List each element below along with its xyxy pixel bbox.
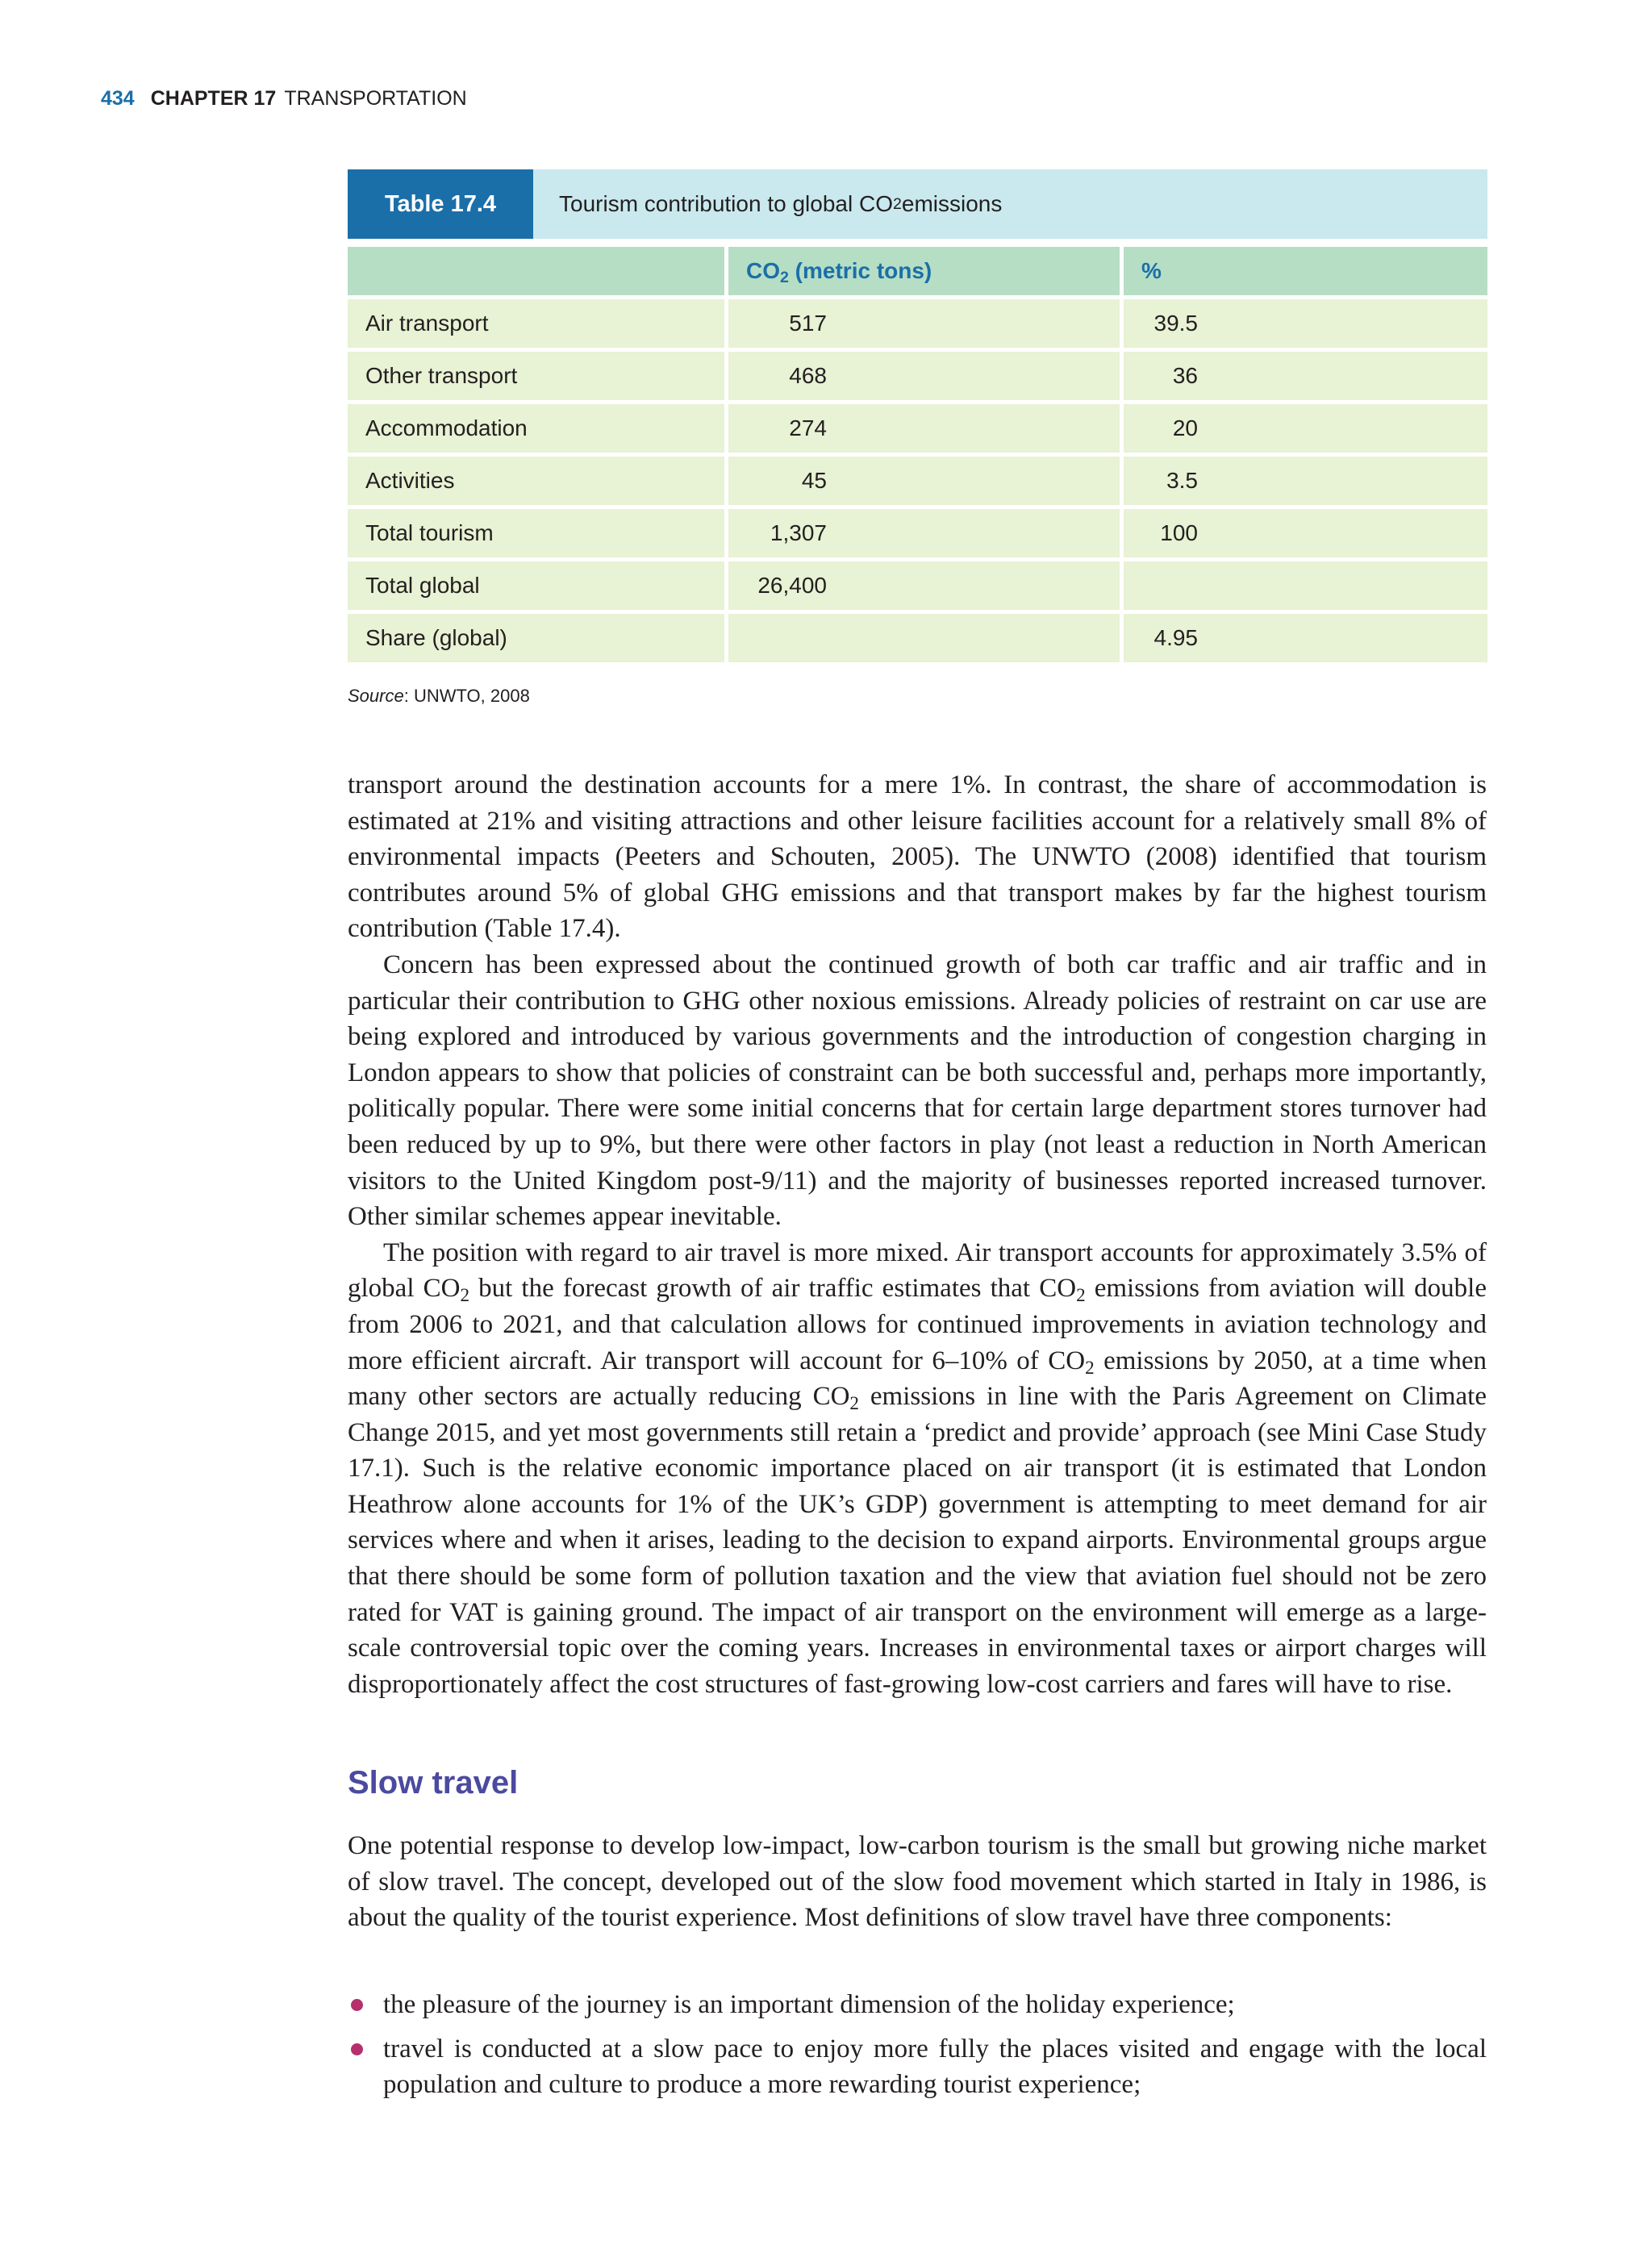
page-number: 434: [101, 87, 135, 110]
table-row: [348, 299, 1487, 348]
table-caption: [348, 169, 1487, 239]
row-pct: 36: [1124, 352, 1487, 400]
body-text-2: [348, 1828, 1487, 1936]
bullet-list: [348, 1987, 1487, 2111]
table-row: [348, 457, 1487, 505]
table-row: [348, 404, 1487, 453]
table-row: [348, 352, 1487, 400]
row-pct: [1124, 561, 1487, 610]
chapter-label: CHAPTER 17: [150, 87, 277, 110]
row-pct: 100: [1124, 509, 1487, 557]
table-header-row: [348, 247, 1487, 295]
row-label: Total tourism: [348, 509, 728, 557]
paragraph-2: Concern has been expressed about the continued growth of both car traffic and air traffic and in particular their contribution to GHG other noxious emissions. Already policies of restraint on car use are being explored and introduced by various governments and the introduction of congestion charging in London appears to show that policies of constraint can be both successful and, perhaps more importantly, politically popular. There were some initial concerns that for certain large department stores turnover had been reduced by up to 9%, but there were other factors in play (not least a reduction in North American visitors to the United Kingdom post-9/11) and the majority of businesses reported increased turnover. Other similar schemes appear inevitable.: [348, 949, 1487, 1232]
bullet-icon: [351, 2043, 363, 2055]
row-co2: 1,307: [728, 509, 1124, 557]
table-17-4: [348, 169, 1487, 666]
row-co2: 517: [728, 299, 1124, 348]
section-label: TRANSPORTATION: [284, 87, 467, 110]
table-title: Tourism contribution to global CO 2 emissions: [559, 191, 1003, 216]
data-table: [348, 243, 1487, 666]
row-pct: 3.5: [1124, 457, 1487, 505]
header-empty: [348, 247, 728, 295]
table-label: Table 17.4: [348, 169, 533, 239]
header-co2: $CO_2$ (metric tons): [728, 247, 1124, 295]
row-co2: 274: [728, 404, 1124, 453]
row-co2: 26,400: [728, 561, 1124, 610]
row-co2: 468: [728, 352, 1124, 400]
row-pct: 20: [1124, 404, 1487, 453]
paragraph-4: One potential response to develop low-impact, low-carbon tourism is the small but growing niche market of slow travel. The concept, developed out of the slow food movement which started in Italy in 1986, is about the quality of the tourist experience. Most definitions of slow travel have three components:: [348, 1831, 1487, 1933]
row-label: Other transport: [348, 352, 728, 400]
body-text: [348, 767, 1487, 1702]
row-label: Share (global): [348, 614, 728, 662]
paragraph-3: The position with regard to air travel is more mixed. Air transport accounts for approximately 3.5% of global $CO_2$ but the forecast growth of air traffic estimates that $CO_2$ emissions from aviation will double from 2006 to 2021, and that calculation allows for continued improvements in aviation technology and more efficient aircraft. Air transport will account for 6–10% of $CO_2$ emissions by 2050, at a time when many other sectors are actually reducing $CO_2$ emissions in line with the Paris Agreement on Climate Change 2015, and yet most governments still retain a ‘predict and provide’ approach (see Mini Case Study 17.1). Such is the relative economic importance placed on air transport (it is estimated that London Heathrow alone accounts for 1% of the UK’s GDP) government is attempting to meet demand for air services where and when it arises, leading to the decision to expand airports. Environmental groups argue that there should be some form of pollution taxation and the view that aviation fuel should not be zero rated for VAT is gaining ground. The impact of air transport on the environment will emerge as a large-scale controversial topic over the coming years. Increases in environmental taxes or airport charges will disproportionately affect the cost structures of fast-growing low-cost carriers and fares will have to rise.: [348, 1237, 1487, 1699]
header-percent: %: [1124, 247, 1487, 295]
paragraph-1: transport around the destination accounts for a mere 1%. In contrast, the share of accommodation is estimated at 21% and visiting attractions and other leisure facilities account for a relatively small 8% of environmental impacts (Peeters and Schouten, 2005). The UNWTO (2008) identified that tourism contributes around 5% of global GHG emissions and that transport makes by far the highest tourism contribution (Table 17.4).: [348, 770, 1487, 944]
list-item: the pleasure of the journey is an important dimension of the holiday experience;: [348, 1987, 1487, 2023]
row-label: Total global: [348, 561, 728, 610]
table-row: [348, 614, 1487, 662]
row-co2: [728, 614, 1124, 662]
table-row: [348, 509, 1487, 557]
bullet-icon: [351, 1999, 363, 2011]
running-head: [101, 87, 467, 111]
section-heading: Slow travel: [348, 1765, 519, 1801]
row-pct: 39.5: [1124, 299, 1487, 348]
row-label: Accommodation: [348, 404, 728, 453]
list-item: travel is conducted at a slow pace to enjoy more fully the places visited and engage with the local population and culture to produce a more rewarding tourist experience;: [348, 2031, 1487, 2103]
row-co2: 45: [728, 457, 1124, 505]
table-row: [348, 561, 1487, 610]
row-pct: 4.95: [1124, 614, 1487, 662]
row-label: Activities: [348, 457, 728, 505]
row-label: Air transport: [348, 299, 728, 348]
table-source: Source: UNWTO, 2008: [348, 686, 530, 706]
